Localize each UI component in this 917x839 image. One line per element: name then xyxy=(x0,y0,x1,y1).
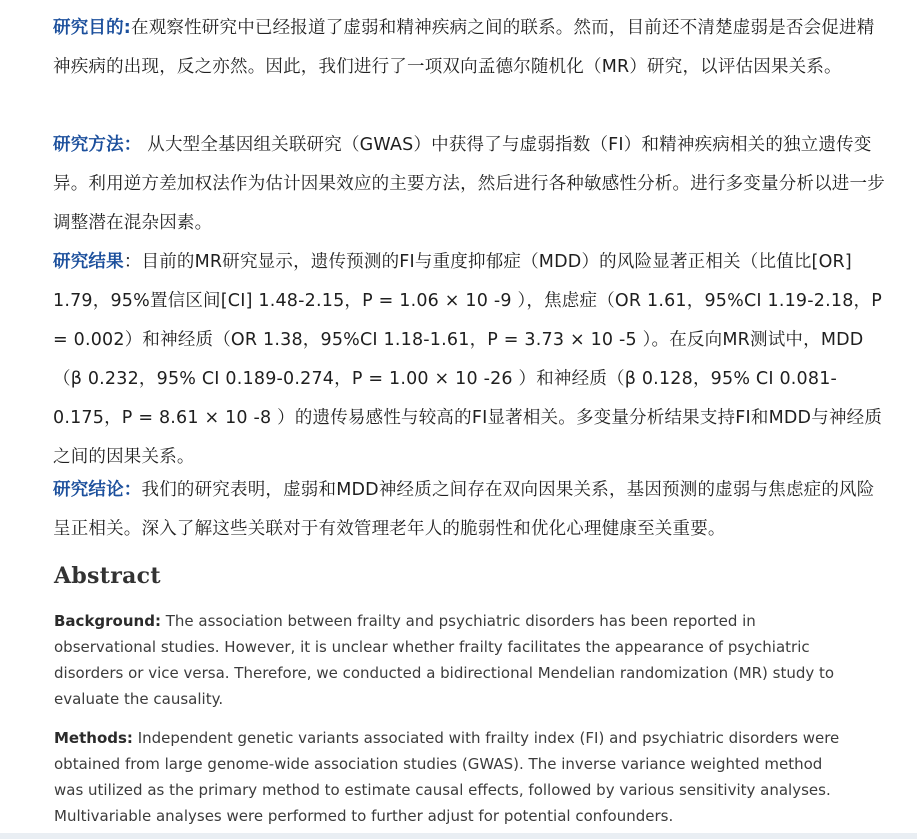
background-paragraph xyxy=(54,608,844,712)
cn-results-text: ：目前的MR研究显示，遗传预测的FI与重度抑郁症（MDD）的风险显著正相关（比值比[OR] 1.79，95%置信区间[CI] 1.48-2.15，P = 1.06 × 10 -9 ），焦虑症（OR 1.61，95%CI 1.19-2.18，P = 0.002）和神经质（OR 1.38，95%CI 1.18-1.61，P = 3.73 × 10 -5 ）。在反向MR测试中，MDD（β 0.232，95% CI 0.189-0.274，P = 1.00 × 10 -26 ）和神经质（β 0.128，95% CI 0.081-0.175，P = 8.61 × 10 -8 ）的遗传易感性与较高的FI显著相关。多变量分析结果支持FI和MDD与神经质之间的因果关系。 xyxy=(53,252,883,467)
cn-conclusion-label: 研究结论： xyxy=(53,480,142,500)
cn-results-label: 研究结果 xyxy=(53,252,124,272)
cn-conclusion-text: 我们的研究表明，虚弱和MDD神经质之间存在双向因果关系，基因预测的虚弱与焦虑症的风险呈正相关。深入了解这些关联对于有效管理老年人的脆弱性和优化心理健康至关重要。 xyxy=(53,480,875,539)
cn-purpose-paragraph xyxy=(53,9,889,87)
background-label: Background: xyxy=(54,612,161,630)
cn-methods-text: 从大型全基因组关联研究（GWAS）中获得了与虚弱指数（FI）和精神疾病相关的独立遗传变异。利用逆方差加权法作为估计因果效应的主要方法，然后进行各种敏感性分析。进行多变量分析以进一步调整潜在混杂因素。 xyxy=(53,135,885,233)
methods-paragraph xyxy=(54,725,844,829)
cn-conclusion-paragraph xyxy=(53,471,889,549)
cn-methods-paragraph xyxy=(53,126,889,243)
bottom-scroll-bar xyxy=(0,833,917,839)
background-text: The association between frailty and psychiatric disorders has been reported in observational studies. However, it is unclear whether frailty facilitates the appearance of psychiatric disorders or vice versa. Therefore, we conducted a bidirectional Mendelian randomization (MR) study to evaluate the causality. xyxy=(54,612,835,708)
abstract-heading: Abstract xyxy=(54,563,161,589)
cn-results-paragraph xyxy=(53,243,889,477)
cn-purpose-text: 在观察性研究中已经报道了虚弱和精神疾病之间的联系。然而，目前还不清楚虚弱是否会促进精神疾病的出现，反之亦然。因此，我们进行了一项双向孟德尔随机化（MR）研究，以评估因果关系。 xyxy=(53,18,875,77)
cn-methods-label: 研究方法： xyxy=(53,135,142,155)
methods-label: Methods: xyxy=(54,729,133,747)
cn-purpose-label: 研究目的: xyxy=(53,18,131,38)
methods-text: Independent genetic variants associated with frailty index (FI) and psychiatric disorders were obtained from large genome-wide association studies (GWAS). The inverse variance weighted method was utilized as the primary method to estimate causal effects, followed by various sensitivity analyses. Multivariable analyses were performed to further adjust for potential confounders. xyxy=(54,729,840,825)
